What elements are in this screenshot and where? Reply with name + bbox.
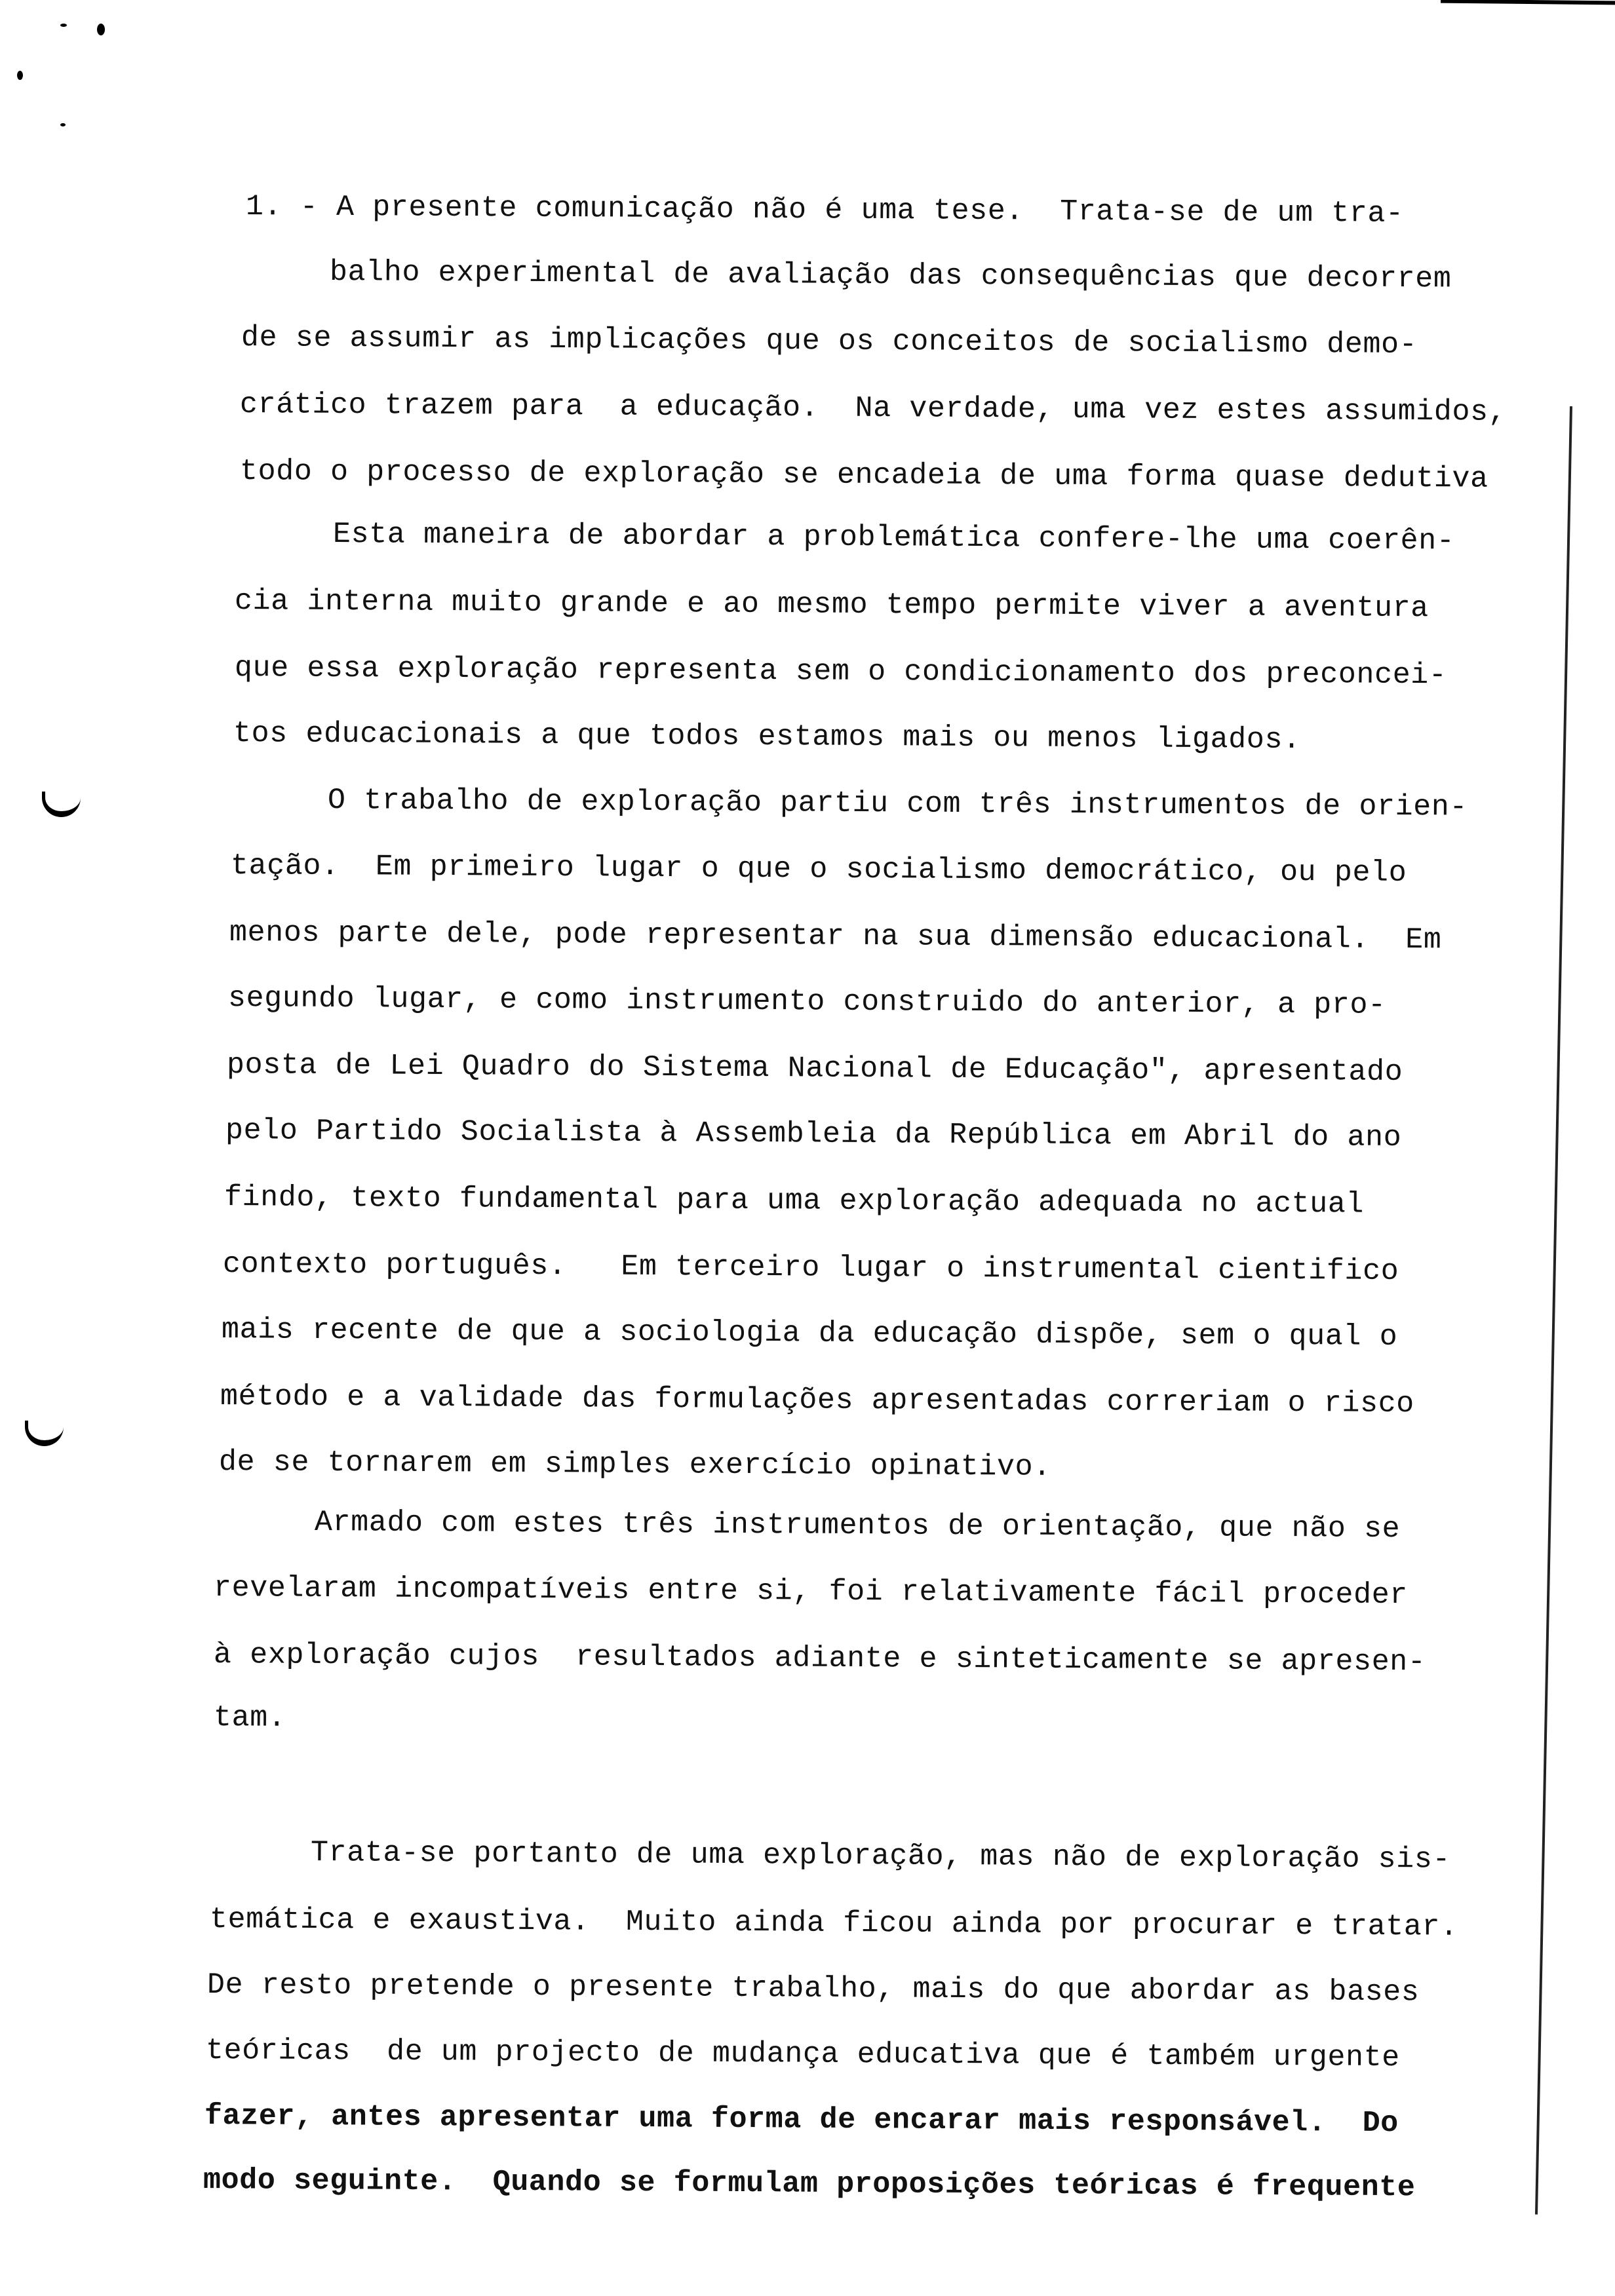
text-line: cia interna muito grande e ao mesmo tempo permite viver a aventura: [234, 584, 1430, 626]
punch-hole-icon: [25, 1421, 64, 1446]
speck-mark: [60, 123, 66, 126]
text-line: tam.: [213, 1701, 286, 1735]
text-line: pelo Partido Socialista à Assembleia da República em Abril do ano: [225, 1114, 1402, 1155]
text-line: Armado com estes três instrumentos de orientação, que não se: [314, 1506, 1401, 1546]
text-line: temática e exaustiva. Muito ainda ficou ainda por procurar e tratar.: [209, 1903, 1458, 1944]
text-line: menos parte dele, pode representar na sua dimensão educacional. Em: [229, 916, 1442, 957]
text-line: De resto pretende o presente trabalho, mais do que abordar as bases: [206, 1968, 1420, 2010]
text-line: balho experimental de avaliação das consequências que decorrem: [329, 256, 1452, 296]
text-line: revelaram incompatíveis entre si, foi relativamente fácil proceder: [213, 1571, 1409, 1613]
text-line: contexto português. Em terceiro lugar o instrumental cientifico: [222, 1248, 1399, 1288]
text-line: segundo lugar, e como instrumento construido do anterior, a pro-: [227, 982, 1386, 1022]
speck-mark: [97, 24, 105, 35]
text-line: todo o processo de exploração se encadeia de uma forma quase dedutiva: [239, 455, 1489, 496]
text-line: de se tornarem em simples exercício opinativo.: [218, 1445, 1051, 1484]
text-line: Esta maneira de abordar a problemática confere-lhe uma coerên-: [332, 518, 1455, 558]
text-line: crático trazem para a educação. Na verdade, uma vez estes assumidos,: [239, 388, 1507, 429]
text-line: Trata-se portanto de uma exploração, mas não de exploração sis-: [310, 1836, 1451, 1877]
text-line: de se assumir as implicações que os conceitos de socialismo demo-: [241, 321, 1418, 362]
text-line: fazer, antes apresentar uma forma de encarar mais responsável. Do: [204, 2099, 1399, 2141]
text-line: mais recente de que a sociologia da educação dispõe, sem o qual o: [221, 1313, 1398, 1354]
text-line: modo seguinte. Quando se formulam proposições teóricas é frequente: [203, 2164, 1416, 2205]
text-line: O trabalho de exploração partiu com três instrumentos de orien-: [327, 784, 1468, 824]
text-line: 1. - A presente comunicação não é uma tese. Trata-se de um tra-: [245, 190, 1404, 231]
speck-mark: [60, 24, 67, 27]
punch-hole-icon: [42, 792, 81, 817]
scan-top-edge: [1441, 0, 1615, 5]
text-line: método e a validade das formulações apresentadas correriam o risco: [220, 1380, 1415, 1421]
text-line: teóricas de um projecto de mudança educativa que é também urgente: [205, 2034, 1401, 2075]
scan-right-edge: [1535, 406, 1572, 2215]
text-line: à exploração cujos resultados adiante e sinteticamente se apresen-: [213, 1638, 1426, 1679]
speck-mark: [17, 71, 23, 80]
text-line: posta de Lei Quadro do Sistema Nacional de Educação", apresentado: [226, 1048, 1403, 1089]
text-line: que essa exploração representa sem o condicionamento dos preconcei-: [234, 651, 1447, 693]
text-line: findo, texto fundamental para uma exploração adequada no actual: [224, 1181, 1365, 1221]
text-line: tação. Em primeiro lugar o que o socialismo democrático, ou pelo: [230, 849, 1407, 890]
text-line: tos educacionais a que todos estamos mais ou menos ligados.: [233, 717, 1301, 757]
